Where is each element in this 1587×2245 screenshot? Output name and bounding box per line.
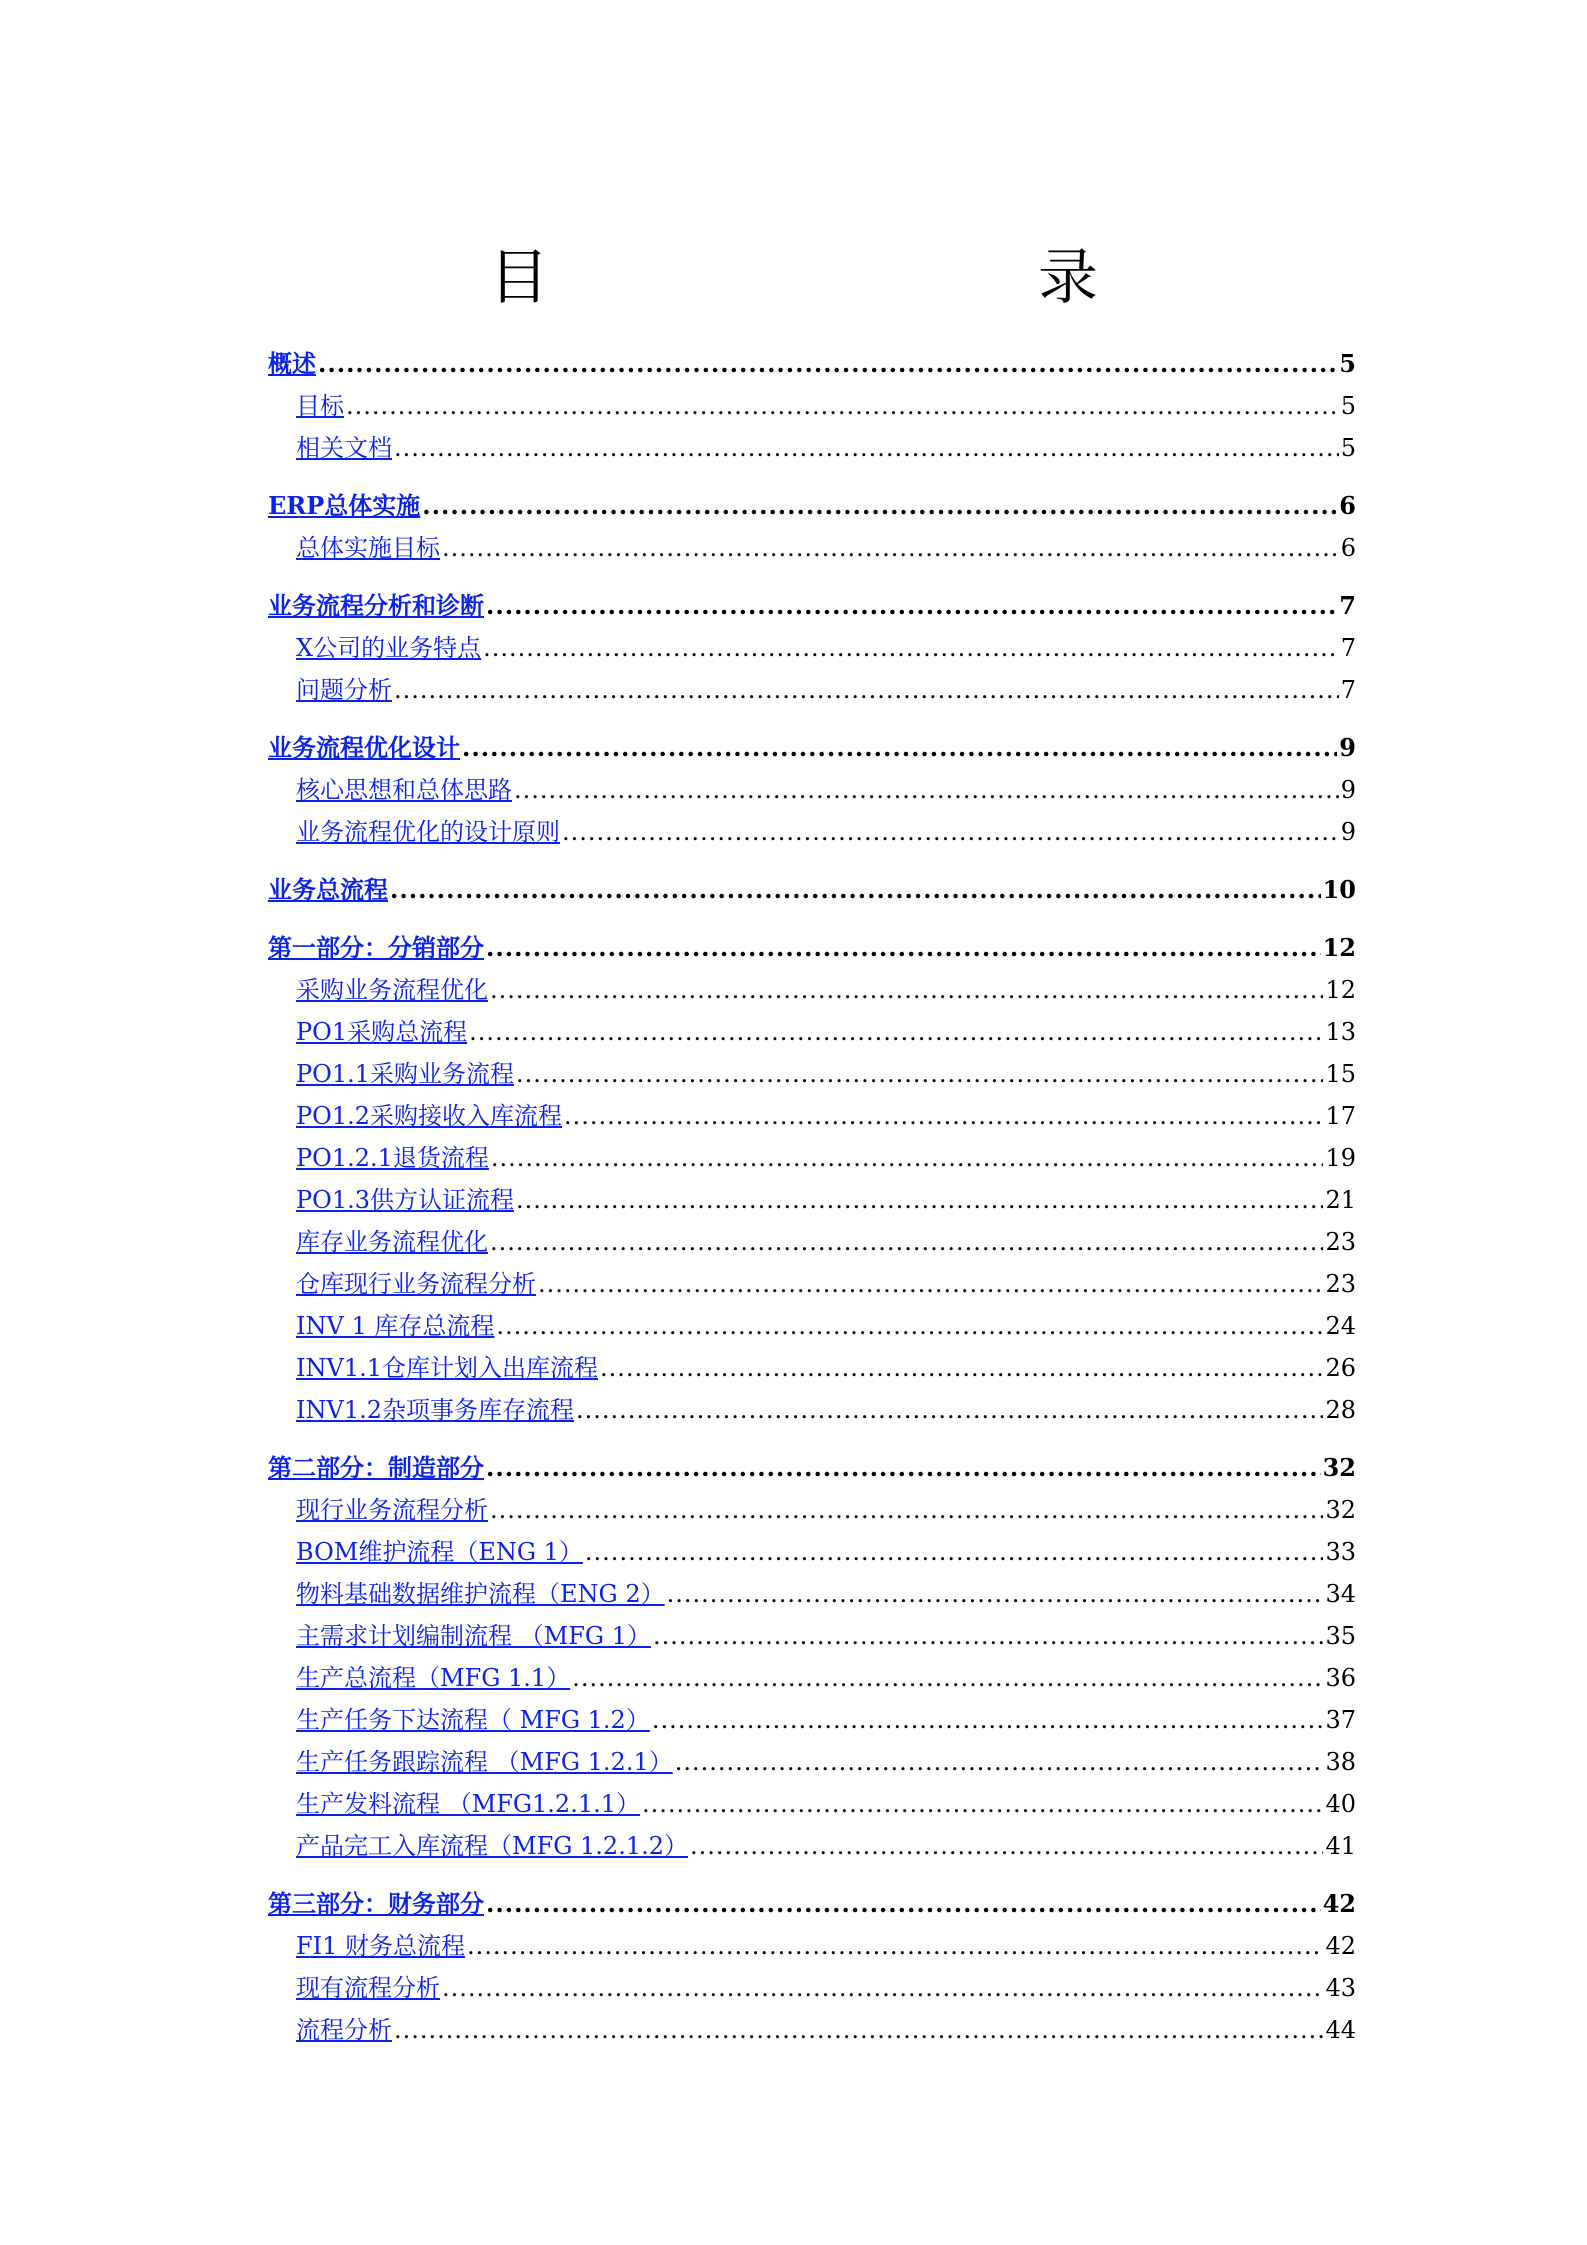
toc-link[interactable]: FI1 财务总流程 xyxy=(296,1932,466,1960)
toc-link[interactable]: X公司的业务特点 xyxy=(296,634,482,662)
page-number: 43 xyxy=(1325,1974,1356,2002)
toc-link[interactable]: 采购业务流程优化 xyxy=(296,976,488,1004)
toc-section-entry xyxy=(268,1876,1356,1918)
toc-subsection-entry xyxy=(268,2002,1356,2044)
toc-subsection-entry xyxy=(268,420,1356,462)
dot-leader xyxy=(486,1890,1321,1918)
page-number: 19 xyxy=(1325,1144,1356,1172)
page-number: 32 xyxy=(1322,1453,1356,1482)
page-number: 9 xyxy=(1340,776,1356,804)
dot-leader xyxy=(422,492,1337,520)
toc-section-entry xyxy=(268,862,1356,904)
dot-leader xyxy=(442,1974,1323,2002)
toc-subsection-entry xyxy=(268,1088,1356,1130)
page-number: 9 xyxy=(1339,733,1356,762)
page-number: 12 xyxy=(1325,976,1356,1004)
page-number: 13 xyxy=(1325,1018,1356,1046)
toc-link[interactable]: 第二部分：制造部分 xyxy=(268,1453,484,1482)
dot-leader xyxy=(462,734,1337,762)
toc-subsection-entry xyxy=(268,1298,1356,1340)
page-number: 21 xyxy=(1325,1186,1356,1214)
dot-leader xyxy=(562,818,1339,846)
toc-title: 目 录 xyxy=(488,243,1334,313)
page-number: 41 xyxy=(1325,1832,1356,1860)
toc-section-entry xyxy=(268,720,1356,762)
toc-subsection-entry xyxy=(268,1524,1356,1566)
dot-leader xyxy=(675,1748,1324,1776)
dot-leader xyxy=(576,1396,1323,1424)
toc-subsection-entry xyxy=(268,1172,1356,1214)
toc-subsection-entry xyxy=(268,962,1356,1004)
page-number: 15 xyxy=(1325,1060,1356,1088)
toc-subsection-entry xyxy=(268,1818,1356,1860)
dot-leader xyxy=(486,934,1321,962)
page-number: 7 xyxy=(1340,634,1356,662)
toc-subsection-entry xyxy=(268,378,1356,420)
page-number: 23 xyxy=(1325,1270,1356,1298)
dot-leader xyxy=(490,1228,1323,1256)
toc-link[interactable]: PO1.3供方认证流程 xyxy=(296,1186,514,1214)
dot-leader xyxy=(496,1312,1323,1340)
toc-link[interactable]: 业务总流程 xyxy=(268,875,388,904)
toc-link[interactable]: ERP总体实施 xyxy=(268,491,421,520)
page-number: 9 xyxy=(1340,818,1356,846)
table-of-contents xyxy=(268,336,1356,2044)
dot-leader xyxy=(600,1354,1323,1382)
toc-subsection-entry xyxy=(268,762,1356,804)
toc-link[interactable]: 第三部分：财务部分 xyxy=(268,1889,484,1918)
dot-leader xyxy=(490,976,1323,1004)
page-number: 44 xyxy=(1325,2016,1356,2044)
toc-link[interactable]: 目标 xyxy=(296,392,344,420)
page-number: 37 xyxy=(1325,1706,1356,1734)
toc-link[interactable]: 主需求计划编制流程 （MFG 1） xyxy=(296,1622,651,1650)
toc-subsection-entry xyxy=(268,1776,1356,1818)
page-number: 24 xyxy=(1325,1312,1356,1340)
dot-leader xyxy=(564,1102,1323,1130)
page-number: 40 xyxy=(1325,1790,1356,1818)
page-number: 5 xyxy=(1340,434,1356,462)
page-number: 6 xyxy=(1340,534,1356,562)
toc-subsection-entry xyxy=(268,1004,1356,1046)
toc-subsection-entry xyxy=(268,1566,1356,1608)
toc-subsection-entry xyxy=(268,1046,1356,1088)
dot-leader xyxy=(490,1496,1323,1524)
toc-link[interactable]: INV1.1仓库计划入出库流程 xyxy=(296,1354,598,1382)
toc-link[interactable]: 核心思想和总体思路 xyxy=(296,776,512,804)
toc-subsection-entry xyxy=(268,1650,1356,1692)
page-number: 7 xyxy=(1339,591,1356,620)
toc-subsection-entry xyxy=(268,1918,1356,1960)
toc-subsection-entry xyxy=(268,1340,1356,1382)
toc-subsection-entry xyxy=(268,1214,1356,1256)
page-number: 26 xyxy=(1325,1354,1356,1382)
toc-subsection-entry xyxy=(268,1130,1356,1172)
toc-subsection-entry xyxy=(268,1256,1356,1298)
toc-link[interactable]: 生产总流程（MFG 1.1） xyxy=(296,1664,571,1692)
dot-leader xyxy=(516,1186,1323,1214)
dot-leader xyxy=(346,392,1339,420)
toc-link[interactable]: BOM维护流程（ENG 1） xyxy=(296,1538,583,1566)
page-number: 10 xyxy=(1322,875,1356,904)
toc-subsection-entry xyxy=(268,620,1356,662)
page-number: 34 xyxy=(1325,1580,1356,1608)
toc-link[interactable]: 总体实施目标 xyxy=(296,534,440,562)
toc-subsection-entry xyxy=(268,1382,1356,1424)
toc-subsection-entry xyxy=(268,1734,1356,1776)
toc-subsection-entry xyxy=(268,804,1356,846)
toc-section-entry xyxy=(268,336,1356,378)
dot-leader xyxy=(394,434,1339,462)
toc-subsection-entry xyxy=(268,1608,1356,1650)
dot-leader xyxy=(514,776,1339,804)
dot-leader xyxy=(390,876,1321,904)
toc-link[interactable]: 产品完工入库流程（MFG 1.2.1.2） xyxy=(296,1832,688,1860)
toc-link[interactable]: 业务流程优化设计 xyxy=(268,733,460,762)
toc-section-entry xyxy=(268,1440,1356,1482)
toc-link[interactable]: 第一部分：分销部分 xyxy=(268,933,484,962)
toc-subsection-entry xyxy=(268,1960,1356,2002)
page-number: 12 xyxy=(1322,933,1356,962)
page-number: 17 xyxy=(1325,1102,1356,1130)
toc-link[interactable]: 现有流程分析 xyxy=(296,1974,440,2002)
toc-link[interactable]: 业务流程优化的设计原则 xyxy=(296,818,560,846)
toc-link[interactable]: 生产任务下达流程（ MFG 1.2） xyxy=(296,1706,650,1734)
toc-link[interactable]: PO1.2.1退货流程 xyxy=(296,1144,489,1172)
toc-link[interactable]: 流程分析 xyxy=(296,2016,392,2044)
toc-link[interactable]: 生产发料流程 （MFG1.2.1.1） xyxy=(296,1790,640,1818)
toc-link[interactable]: PO1.2采购接收入库流程 xyxy=(296,1102,562,1130)
dot-leader xyxy=(690,1832,1323,1860)
toc-link[interactable]: 库存业务流程优化 xyxy=(296,1228,488,1256)
toc-link[interactable]: 问题分析 xyxy=(296,676,392,704)
dot-leader xyxy=(538,1270,1323,1298)
dot-leader xyxy=(653,1622,1324,1650)
toc-link[interactable]: 业务流程分析和诊断 xyxy=(268,591,484,620)
toc-link[interactable]: PO1.1采购业务流程 xyxy=(296,1060,514,1088)
page-number: 42 xyxy=(1325,1932,1356,1960)
page-number: 35 xyxy=(1325,1622,1356,1650)
dot-leader xyxy=(667,1580,1324,1608)
toc-link[interactable]: 仓库现行业务流程分析 xyxy=(296,1270,536,1298)
dot-leader xyxy=(491,1144,1324,1172)
page-number: 23 xyxy=(1325,1228,1356,1256)
page-number: 6 xyxy=(1339,491,1356,520)
dot-leader xyxy=(467,1932,1323,1960)
dot-leader xyxy=(394,2016,1323,2044)
dot-leader xyxy=(585,1538,1324,1566)
toc-subsection-entry xyxy=(268,1482,1356,1524)
toc-subsection-entry xyxy=(268,1692,1356,1734)
toc-subsection-entry xyxy=(268,520,1356,562)
toc-link[interactable]: 物料基础数据维护流程（ENG 2） xyxy=(296,1580,665,1608)
dot-leader xyxy=(652,1706,1324,1734)
dot-leader xyxy=(318,350,1337,378)
dot-leader xyxy=(572,1664,1323,1692)
dot-leader xyxy=(486,1454,1321,1482)
page-number: 5 xyxy=(1340,392,1356,420)
page-number: 28 xyxy=(1325,1396,1356,1424)
toc-section-entry xyxy=(268,478,1356,520)
toc-link[interactable]: INV1.2杂项事务库存流程 xyxy=(296,1396,574,1424)
page-number: 36 xyxy=(1325,1664,1356,1692)
toc-section-entry xyxy=(268,578,1356,620)
dot-leader xyxy=(469,1018,1323,1046)
toc-link[interactable]: 生产任务跟踪流程 （MFG 1.2.1） xyxy=(296,1748,673,1776)
dot-leader xyxy=(483,634,1339,662)
page-number: 42 xyxy=(1322,1889,1356,1918)
toc-link[interactable]: PO1采购总流程 xyxy=(296,1018,468,1046)
page-number: 38 xyxy=(1325,1748,1356,1776)
toc-subsection-entry xyxy=(268,662,1356,704)
dot-leader xyxy=(486,592,1337,620)
toc-link[interactable]: 相关文档 xyxy=(296,434,392,462)
toc-section-entry xyxy=(268,920,1356,962)
toc-link[interactable]: 现行业务流程分析 xyxy=(296,1496,488,1524)
page-number: 5 xyxy=(1339,349,1356,378)
toc-link[interactable]: 概述 xyxy=(268,349,316,378)
page-number: 32 xyxy=(1325,1496,1356,1524)
dot-leader xyxy=(642,1790,1323,1818)
page-number: 7 xyxy=(1340,676,1356,704)
dot-leader xyxy=(516,1060,1323,1088)
dot-leader xyxy=(394,676,1339,704)
dot-leader xyxy=(442,534,1339,562)
toc-link[interactable]: INV 1 库存总流程 xyxy=(296,1312,495,1340)
page-number: 33 xyxy=(1325,1538,1356,1566)
